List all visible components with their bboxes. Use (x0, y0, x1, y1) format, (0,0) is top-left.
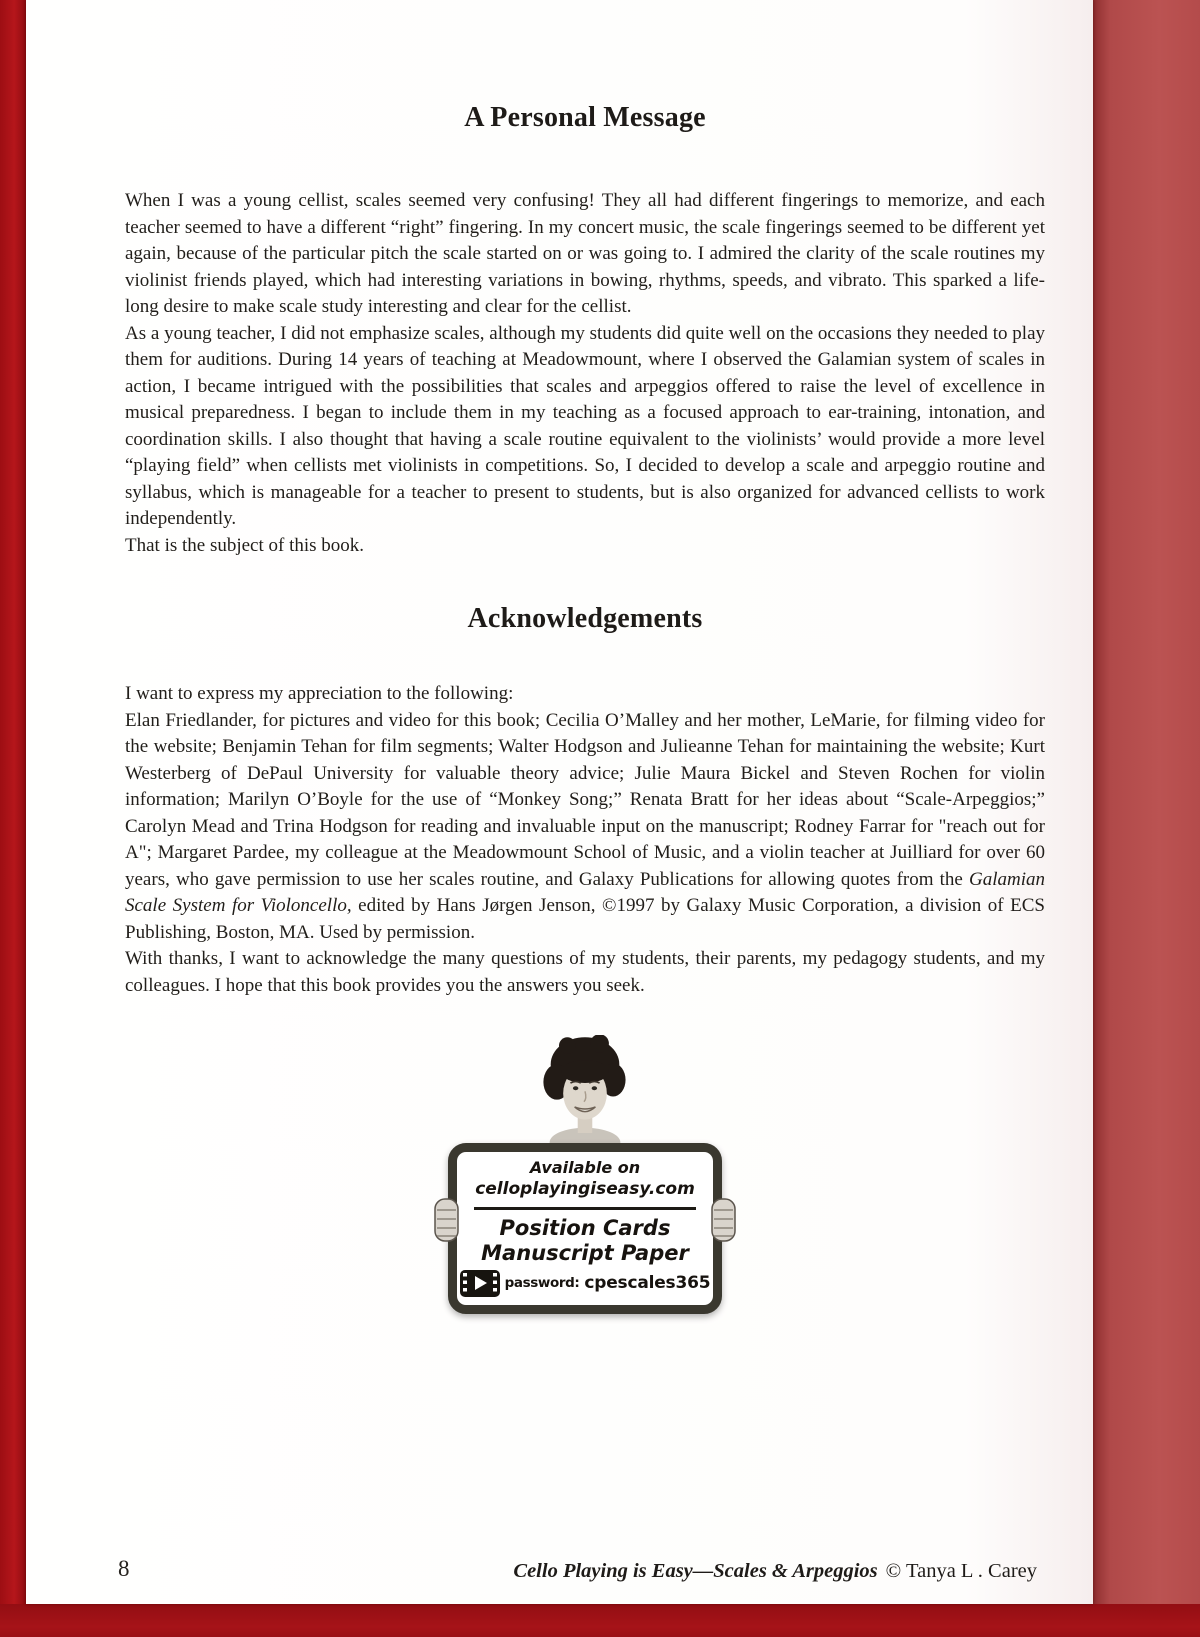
credits-text-after: edited by Hans Jørgen Jenson, ©1997 by Galaxy Music Corporation, a division of ECS Publishing, Boston, MA. Used by permission. (125, 895, 1045, 943)
sign-divider (474, 1207, 696, 1210)
sign-password-row (467, 1270, 711, 1297)
credits-text-before: Elan Friedlander, for pictures and video for this book; Cecilia O’Malley and her mother, LeMarie, for filming video for the website; Benjamin Tehan for film segments; Walter Hodgson and Julieanne Tehan for maintaining the website; Kurt Westerberg of DePaul University for valuable theory advice; Julie Maura Bickel and Steven Rochen for violin information; Marilyn O’Boyle for the use of “Monkey Song;” Renata Bratt for her ideas about “Scale-Arpeggios;” Carolyn Mead and Trina Hodgson for reading and invaluable input on the manuscript; Rodney Farrar for "reach out for A"; Margaret Pardee, my colleague at the Meadowmount School of Music, and a violin teacher at Juilliard for over 60 years, who gave permission to use her scales routine, and Galaxy Publications for allowing quotes from the (125, 709, 1045, 890)
sign-available-on: Available on (529, 1158, 641, 1177)
left-hand (431, 1197, 461, 1243)
promo-figure (125, 1035, 1045, 1314)
sign-position-cards: Position Cards (499, 1215, 671, 1240)
personal-message-paragraph-3: That is the subject of this book. (125, 534, 365, 556)
sign-manuscript-paper: Manuscript Paper (481, 1240, 689, 1265)
right-hand (709, 1197, 739, 1243)
acknowledgements-thanks: With thanks, I want to acknowledge the many questions of my students, their parents, my pedagogy students, and my colleagues. I hope that this book provides you the answers you seek. (125, 948, 1045, 996)
personal-message-heading: A Personal Message (464, 102, 706, 133)
password-value: cpescales365 (584, 1273, 711, 1294)
footer-page-number: 8 (118, 1556, 130, 1581)
sign-website-url: celloplayingiseasy.com (475, 1179, 695, 1200)
book-cover-edge-right (1093, 0, 1200, 1604)
acknowledgements-heading: Acknowledgements (467, 603, 703, 634)
password-label: password: (504, 1275, 580, 1292)
page-content (26, 0, 1093, 1314)
play-triangle-icon (475, 1276, 487, 1290)
book-cover-edge-left (0, 0, 26, 1604)
personal-message-paragraph-2: As a young teacher, I did not emphasize scales, although my students did quite well on the occasions they needed to play them for auditions. During 14 years of teaching at Meadowmount, where I observed the Galamian system of scales in action, I became intrigued with the possibilities that scales and arpeggios offered to raise the level of excellence in musical preparedness. I began to include them in my teaching as a focused approach to ear-training, intonation, and coordination skills. I also thought that having a scale routine equivalent to the violinists’ would provide a more level “playing field” when cellists met violinists in competitions. So, I decided to develop a scale and arpeggio routine and syllabus, which is manageable for a teacher to present to students, but is also organized for advanced cellists to work independently. (125, 322, 1045, 529)
scanned-book-page (26, 0, 1093, 1604)
film-sprockets-right (493, 1273, 497, 1294)
acknowledgements-credits (125, 708, 1045, 947)
acknowledgements-intro: I want to express my appreciation to the following: (125, 683, 514, 704)
filmstrip-play-icon (460, 1270, 500, 1297)
personal-message-paragraph-1: When I was a young cellist, scales seemed very confusing! They all had different fingerings to memorize, and each teacher seemed to have a different “right” fingering. In my concert music, the scale fingerings seemed to be different yet again, because of the particular pitch the scale started on or was going to. I admired the clarity of the scale routines my violinist friends played, which had interesting variations in bowing, rhythms, speeds, and vibrato. This sparked a life-long desire to make scale study interesting and clear for the cellist. (125, 190, 1045, 317)
footer-credit-line (513, 1560, 1037, 1583)
promo-sign (448, 1143, 722, 1314)
footer-copyright: © Tanya L . Carey (885, 1560, 1037, 1582)
footer-book-title: Cello Playing is Easy—Scales & Arpeggios (513, 1560, 878, 1582)
credits-book-title-italic: Galamian Scale System for Violoncello, (125, 868, 1045, 916)
book-cover-edge-bottom (0, 1604, 1200, 1637)
author-photo (533, 1035, 637, 1155)
promo-sign-board (448, 1143, 722, 1314)
film-sprockets-left (463, 1273, 467, 1294)
